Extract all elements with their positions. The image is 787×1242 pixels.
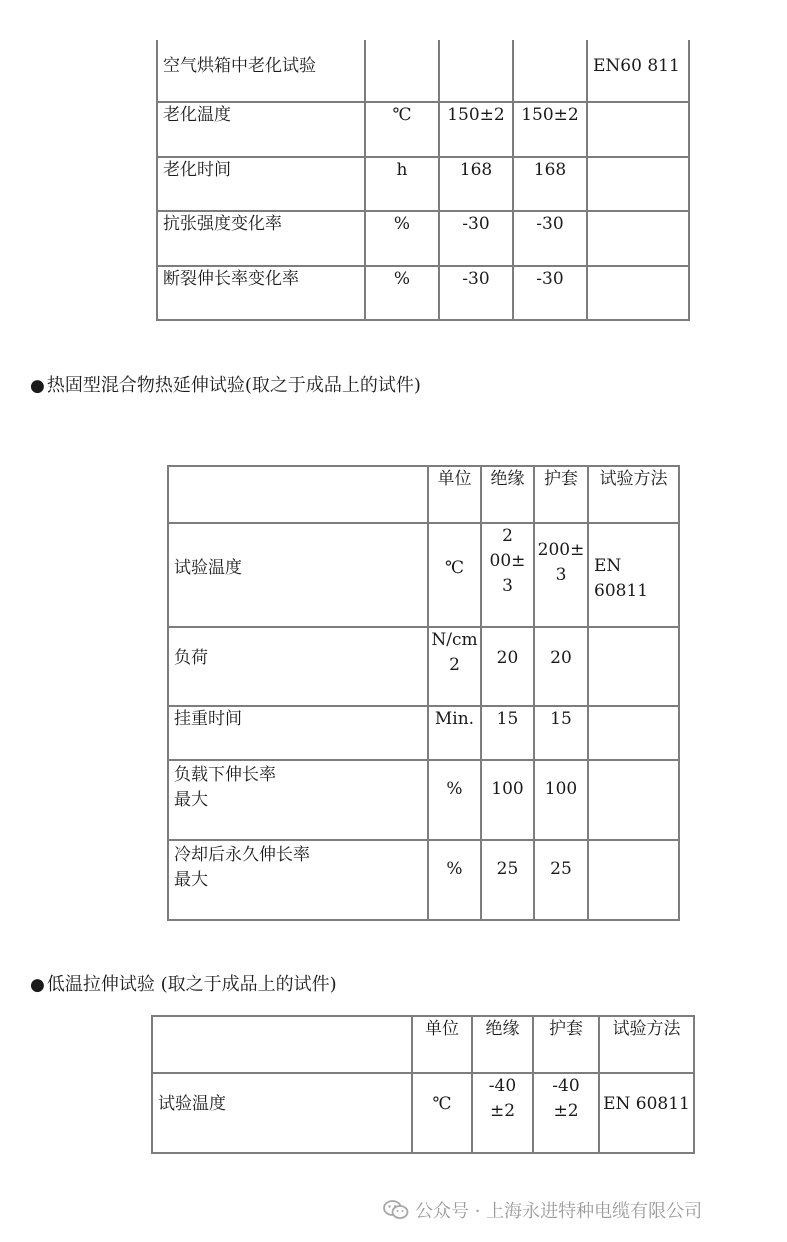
- table-row: [168, 840, 679, 920]
- table-header-cell: 试验方法: [599, 1016, 694, 1073]
- table-cell: %: [428, 840, 481, 920]
- table-cell: %: [365, 211, 439, 266]
- table-cell: 冷却后永久伸长率 最大: [168, 840, 428, 920]
- hot-set-test-table: [167, 465, 680, 921]
- table-cell: EN 60811: [599, 1073, 694, 1153]
- aging-test-table: [156, 40, 690, 321]
- bullet-icon: ●: [30, 975, 45, 995]
- table-header-row: [152, 1016, 694, 1073]
- table-cell: ℃: [412, 1073, 472, 1153]
- table-row: [168, 523, 679, 627]
- table-header-cell: 试验方法: [588, 466, 679, 523]
- table-cell: EN60 811: [587, 40, 689, 102]
- table-cell: ℃: [365, 102, 439, 157]
- table-cell: -30: [513, 266, 587, 321]
- table-header-cell: 单位: [428, 466, 481, 523]
- table-cell: h: [365, 157, 439, 212]
- table-header-cell: [152, 1016, 412, 1073]
- table-cell: 20: [534, 627, 588, 706]
- table-cell: 老化时间: [157, 157, 365, 212]
- table-cell: 200± 3: [534, 523, 588, 627]
- table-cell: [439, 40, 513, 102]
- table-row: [168, 760, 679, 840]
- table-cell: 负载下伸长率 最大: [168, 760, 428, 840]
- table-cell: 168: [439, 157, 513, 212]
- table-cell: [587, 211, 689, 266]
- table-row: [157, 157, 689, 212]
- table-row: [168, 627, 679, 706]
- table-cell: [365, 40, 439, 102]
- bullet-icon: ●: [30, 376, 45, 396]
- table-cell: [587, 157, 689, 212]
- table-cell: -40 ±2: [533, 1073, 599, 1153]
- table-header-cell: 护套: [533, 1016, 599, 1073]
- table-cell: [588, 706, 679, 760]
- table-cell: 100: [534, 760, 588, 840]
- table-cell: -30: [513, 211, 587, 266]
- table-cell: -30: [439, 266, 513, 321]
- section-heading-low-temp: [30, 970, 337, 996]
- table-cell: Min.: [428, 706, 481, 760]
- table-cell: 100: [481, 760, 534, 840]
- table-cell: 20: [481, 627, 534, 706]
- table-cell: 抗张强度变化率: [157, 211, 365, 266]
- table-cell: N/cm 2: [428, 627, 481, 706]
- table-cell: [588, 840, 679, 920]
- table-cell: 15: [534, 706, 588, 760]
- table-cell: [587, 102, 689, 157]
- table-cell: 断裂伸长率变化率: [157, 266, 365, 321]
- low-temp-tensile-table: [151, 1015, 695, 1154]
- table-header-cell: [168, 466, 428, 523]
- table-row: [157, 40, 689, 102]
- table-cell: 150±2: [513, 102, 587, 157]
- wechat-icon: [383, 1200, 409, 1220]
- table-header-cell: 护套: [534, 466, 588, 523]
- section-heading-text: 热固型混合物热延伸试验(取之于成品上的试件): [46, 375, 421, 396]
- section-heading-text: 低温拉伸试验 (取之于成品上的试件): [46, 974, 337, 995]
- table-header-cell: 单位: [412, 1016, 472, 1073]
- table-row: [157, 102, 689, 157]
- table-cell: 25: [481, 840, 534, 920]
- table-cell: 168: [513, 157, 587, 212]
- table-cell: 试验温度: [168, 523, 428, 627]
- table-cell: [587, 266, 689, 321]
- table-row: [157, 266, 689, 321]
- table-row: [152, 1073, 694, 1153]
- table-row: [157, 211, 689, 266]
- table-cell: 负荷: [168, 627, 428, 706]
- table-cell: 150±2: [439, 102, 513, 157]
- section-heading-hot-set: [30, 371, 421, 397]
- table-cell: 试验温度: [152, 1073, 412, 1153]
- table-header-cell: 绝缘: [472, 1016, 533, 1073]
- wechat-watermark: [383, 1197, 702, 1223]
- table-cell: 2 00± 3: [481, 523, 534, 627]
- table-cell: 老化温度: [157, 102, 365, 157]
- table-cell: -30: [439, 211, 513, 266]
- table-row: [168, 706, 679, 760]
- table-cell: 15: [481, 706, 534, 760]
- table-cell: %: [365, 266, 439, 321]
- table-cell: %: [428, 760, 481, 840]
- table-cell: 挂重时间: [168, 706, 428, 760]
- table-cell: EN 60811: [588, 523, 679, 627]
- table-cell: [588, 760, 679, 840]
- table-cell: ℃: [428, 523, 481, 627]
- table-cell: 25: [534, 840, 588, 920]
- table-header-cell: 绝缘: [481, 466, 534, 523]
- table-header-row: [168, 466, 679, 523]
- table-cell: 空气烘箱中老化试验: [157, 40, 365, 102]
- table-cell: [588, 627, 679, 706]
- table-cell: -40 ±2: [472, 1073, 533, 1153]
- table-cell: [513, 40, 587, 102]
- watermark-text: 公众号 · 上海永进特种电缆有限公司: [415, 1201, 703, 1222]
